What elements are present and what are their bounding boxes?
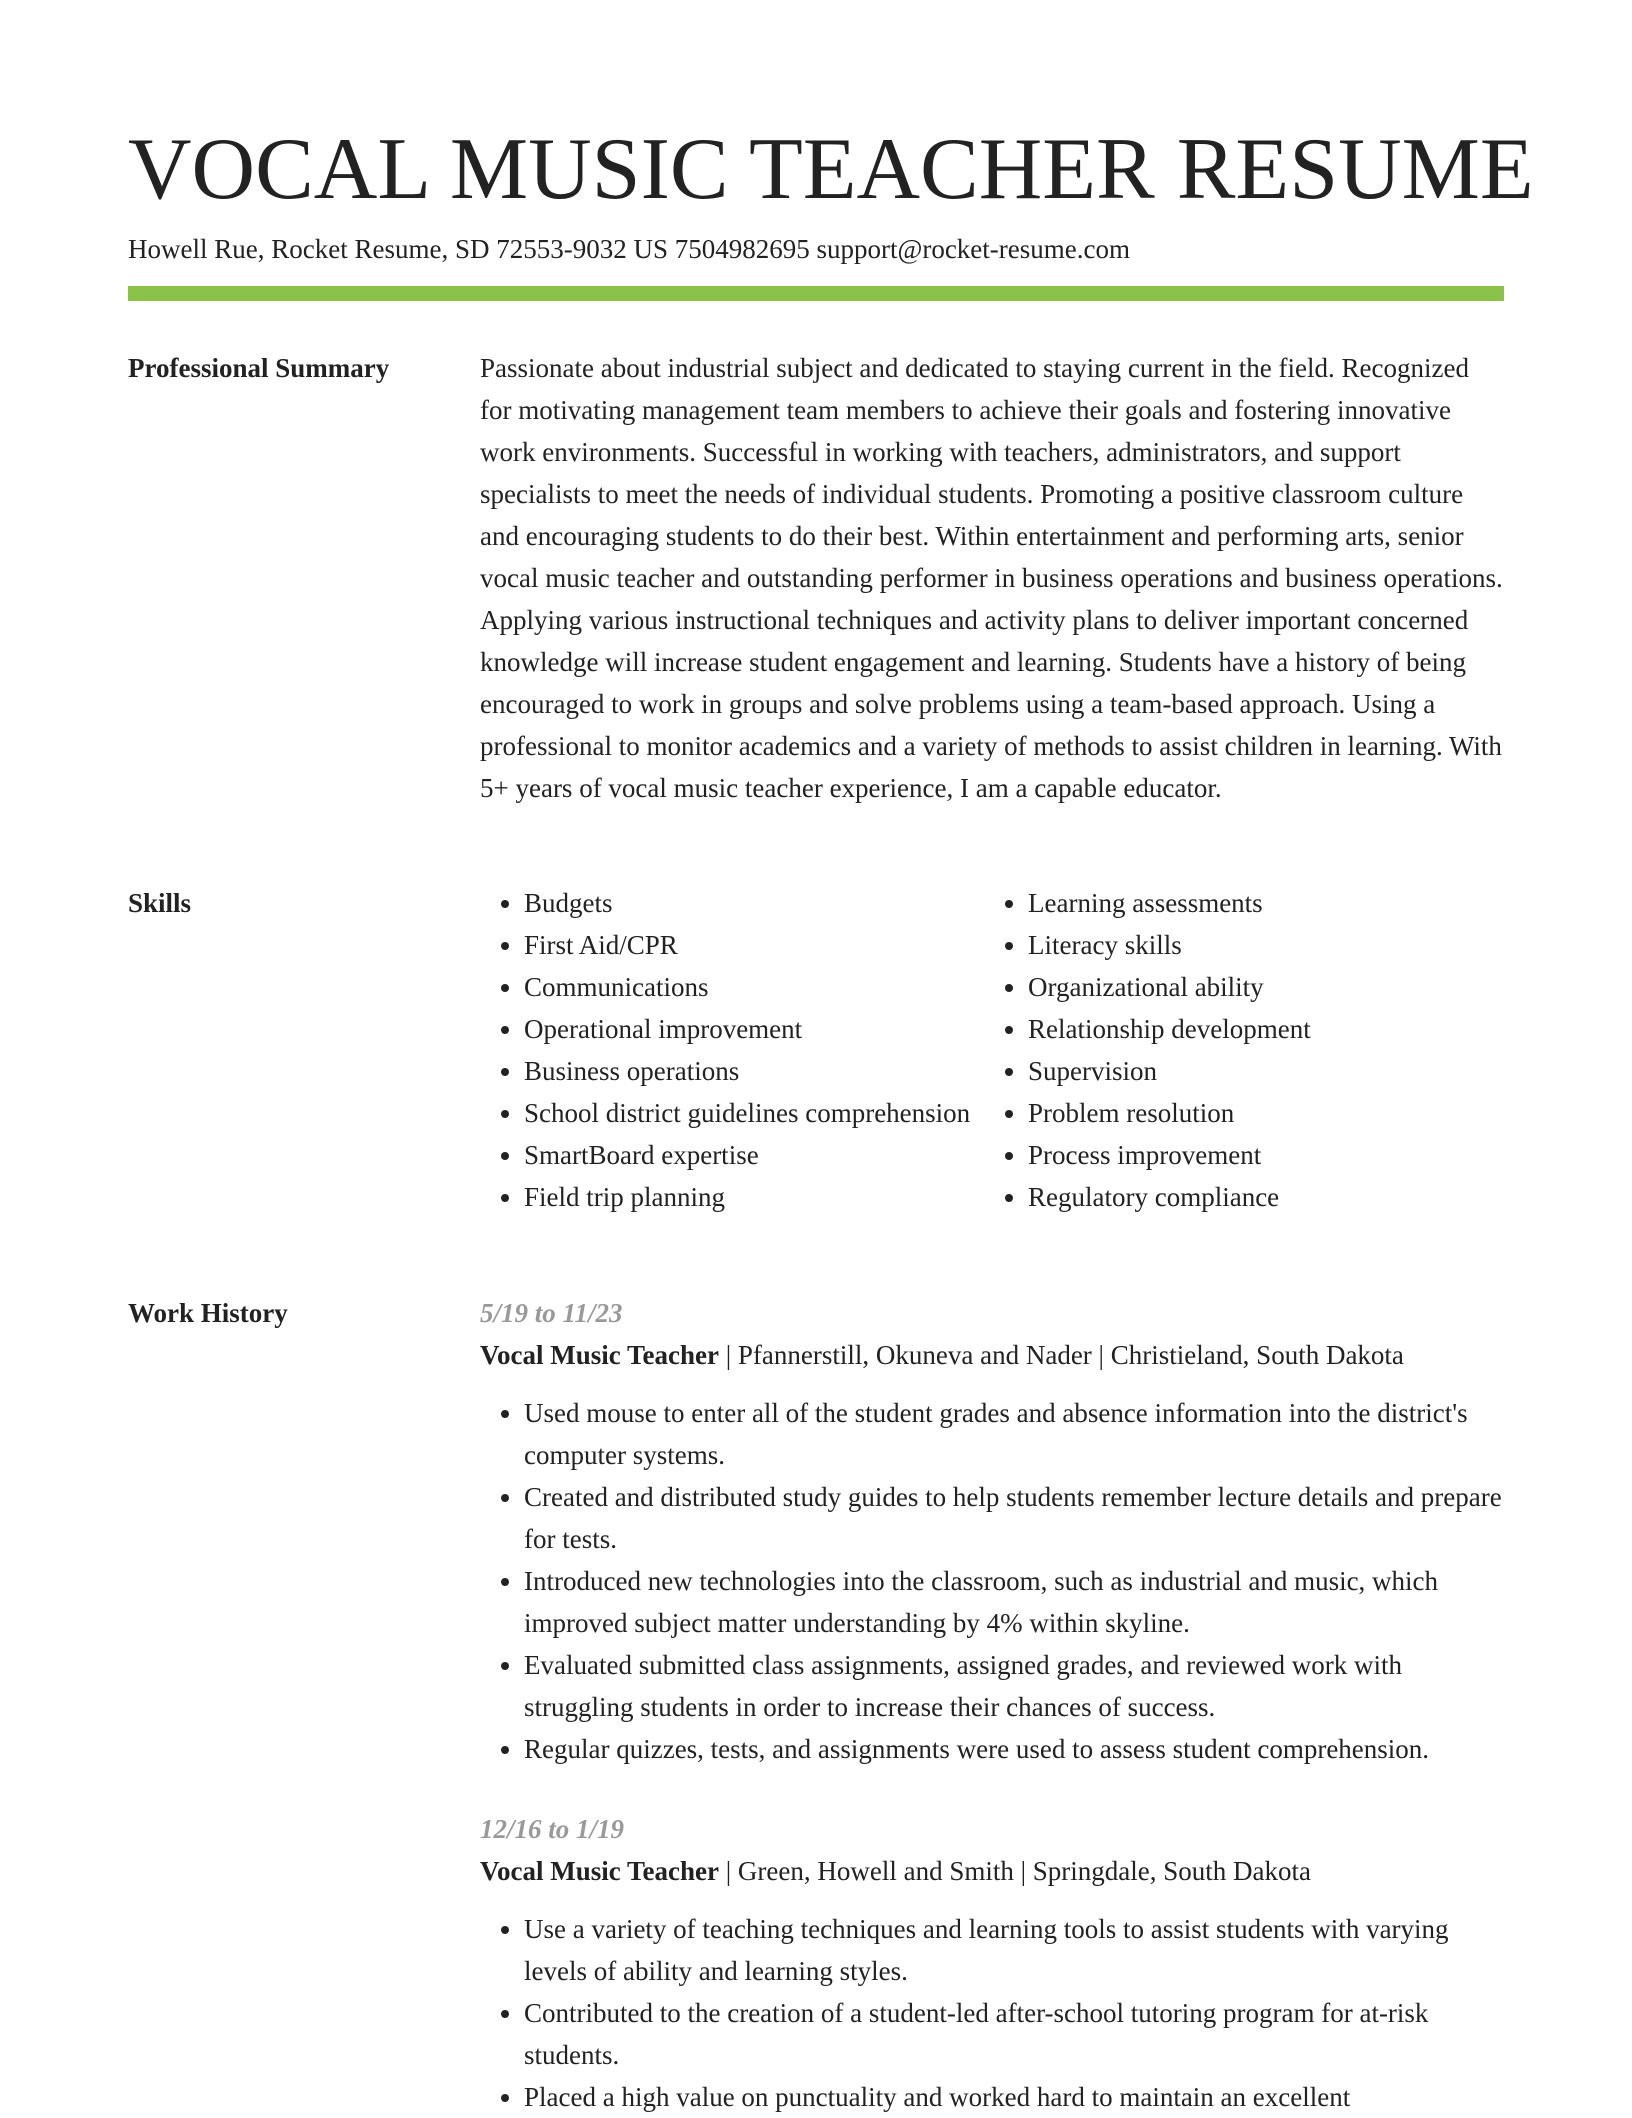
job-entry (480, 1292, 1504, 1770)
skill-item: • Communications (524, 966, 984, 1008)
skill-item: • Process improvement (1028, 1134, 1488, 1176)
job-dates: 5/19 to 11/23 (480, 1298, 623, 1328)
job-header (480, 1850, 1504, 1892)
resume-title: VOCAL MUSIC TEACHER RESUME (128, 121, 1534, 218)
skill-item: • SmartBoard expertise (524, 1134, 984, 1176)
job-bullet: • Used mouse to enter all of the student grades and absence information into the district's computer systems. (524, 1392, 1504, 1476)
skill-item: • First Aid/CPR (524, 924, 984, 966)
job-bullet: • Introduced new technologies into the classroom, such as industrial and music, which improved subject matter understanding by 4% within skyline. (524, 1560, 1504, 1644)
skill-item: • Literacy skills (1028, 924, 1488, 966)
skill-item: • Problem resolution (1028, 1092, 1488, 1134)
skill-item: • Relationship development (1028, 1008, 1488, 1050)
skill-item: • Operational improvement (524, 1008, 984, 1050)
skill-item: • Learning assessments (1028, 882, 1488, 924)
summary-text: Passionate about industrial subject and dedicated to staying current in the field. Recognized for motivating management team members to achieve their goals and fostering innovative work environments. Successful in working with teachers, administrators, and support specialists to meet the needs of individual students. Promoting a positive classroom culture and encouraging students to do their best. Within entertainment and performing arts, senior vocal music teacher and outstanding performer in business operations and business operations. Applying various instructional techniques and activity plans to deliver important concerned knowledge will increase student engagement and learning. Students have a history of being encouraged to work in groups and solve problems using a team-based approach. Using a professional to monitor academics and a variety of methods to assist children in learning. With 5+ years of vocal music teacher experience, I am a capable educator. (480, 353, 1503, 803)
work-history-body (480, 1292, 1504, 2118)
job-employer-location: | Green, Howell and Smith | Springdale, South Dakota (719, 1856, 1311, 1886)
contact-line: Howell Rue, Rocket Resume, SD 72553-9032 US 7504982695 support@rocket-resume.com (128, 234, 1130, 264)
job-entry (480, 1808, 1504, 2118)
job-bullet: • Evaluated submitted class assignments, assigned grades, and reviewed work with struggling students in order to increase their chances of success. (524, 1644, 1504, 1728)
job-title: Vocal Music Teacher (480, 1340, 719, 1370)
job-bullets (480, 1392, 1504, 1770)
job-title: Vocal Music Teacher (480, 1856, 719, 1886)
job-employer-location: | Pfannerstill, Okuneva and Nader | Christieland, South Dakota (719, 1340, 1404, 1370)
skills-list-right (984, 882, 1488, 1218)
skills-heading: Skills (128, 888, 192, 918)
skill-item: • Supervision (1028, 1050, 1488, 1092)
skill-item: • Business operations (524, 1050, 984, 1092)
job-bullet: • Placed a high value on punctuality and worked hard to maintain an excellent (524, 2076, 1504, 2118)
job-bullet: • Use a variety of teaching techniques and learning tools to assist students with varying levels of ability and learning styles. (524, 1908, 1504, 1992)
job-bullet: • Regular quizzes, tests, and assignments were used to assess student comprehension. (524, 1728, 1504, 1770)
summary-body (480, 347, 1504, 809)
job-dates: 12/16 to 1/19 (480, 1814, 625, 1844)
skill-item: • Field trip planning (524, 1176, 984, 1218)
work-history-heading: Work History (128, 1298, 288, 1328)
job-bullets (480, 1908, 1504, 2118)
header-divider (128, 286, 1504, 301)
job-bullet: • Created and distributed study guides to help students remember lecture details and prepare for tests. (524, 1476, 1504, 1560)
skill-item: • Organizational ability (1028, 966, 1488, 1008)
summary-heading: Professional Summary (128, 353, 390, 383)
job-header (480, 1334, 1504, 1376)
job-bullet: • Contributed to the creation of a student-led after-school tutoring program for at-risk students. (524, 1992, 1504, 2076)
skill-item: • School district guidelines comprehension (524, 1092, 984, 1134)
skills-body (480, 882, 1504, 1218)
skills-list-left (480, 882, 984, 1218)
skill-item: • Regulatory compliance (1028, 1176, 1488, 1218)
skill-item: • Budgets (524, 882, 984, 924)
